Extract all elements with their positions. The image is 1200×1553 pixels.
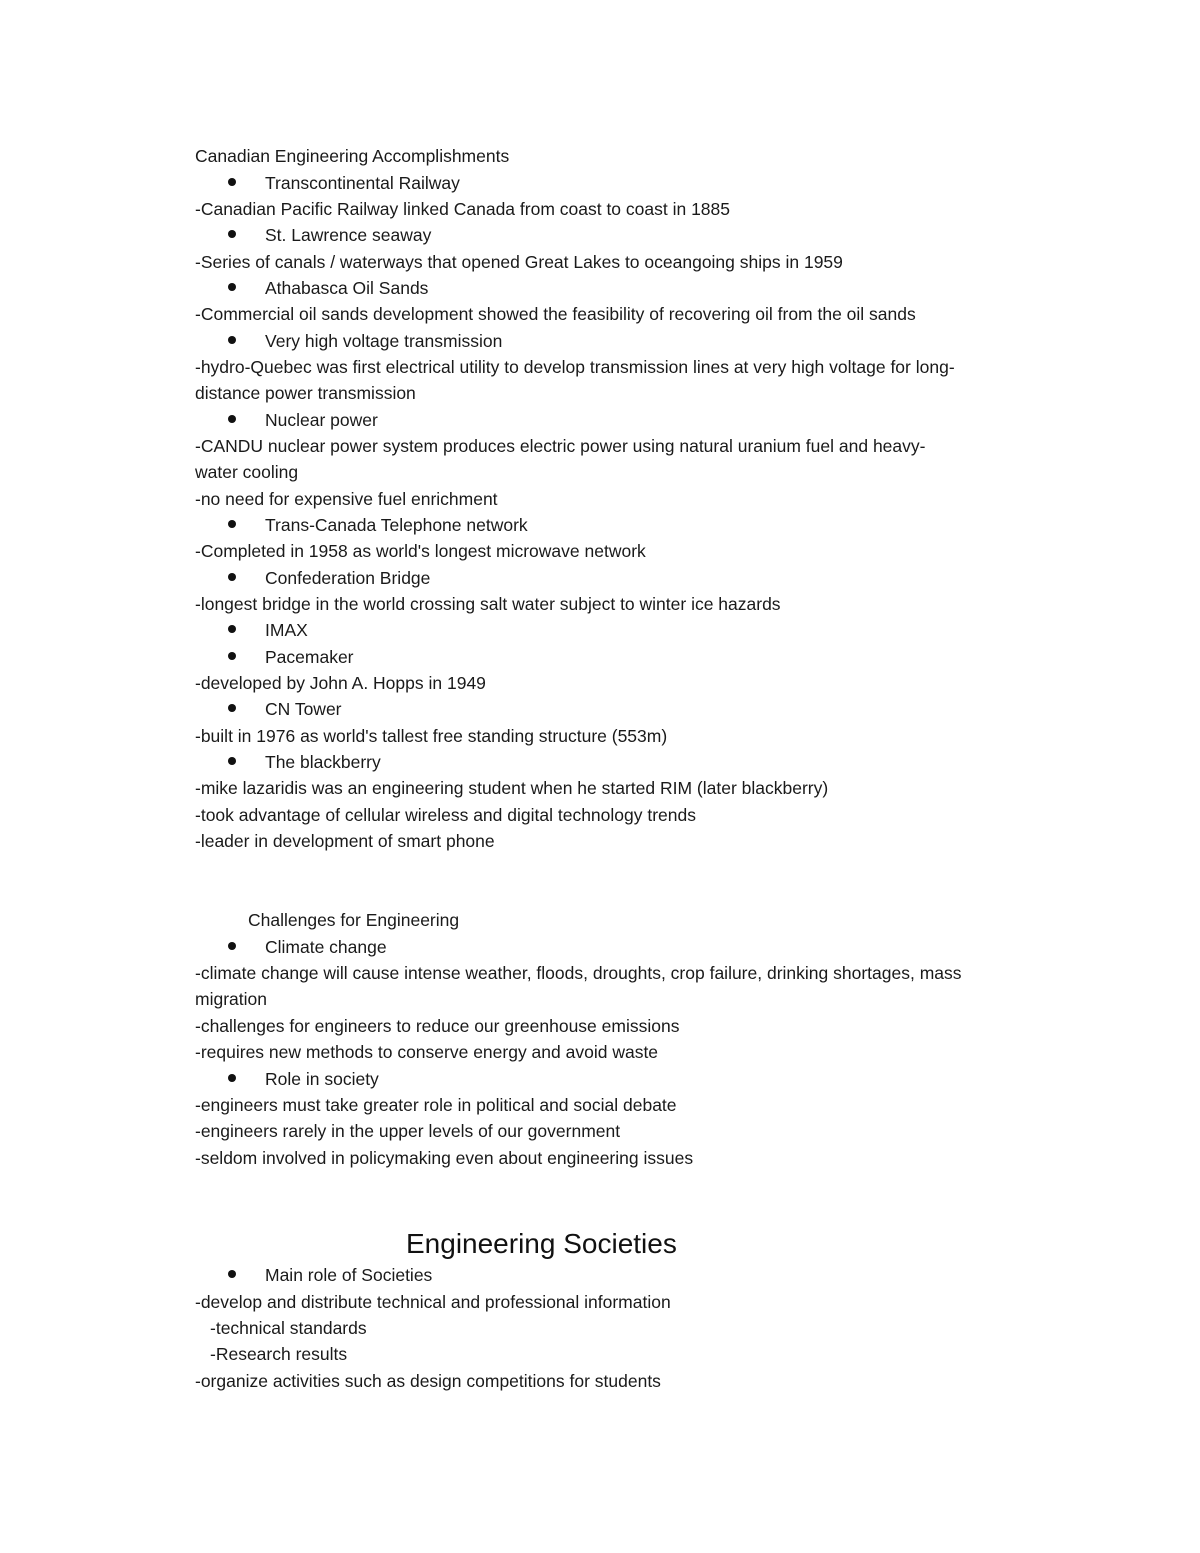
bullet-text: Role in society — [265, 1069, 379, 1089]
note-text: migration — [195, 989, 267, 1009]
bullet-text: Main role of Societies — [265, 1265, 433, 1285]
bullet-dot-icon — [228, 230, 236, 238]
note-text: distance power transmission — [195, 383, 416, 403]
note-text: -leader in development of smart phone — [195, 831, 495, 851]
note-text: -longest bridge in the world crossing salt water subject to winter ice hazards — [195, 594, 781, 614]
bullet-text: St. Lawrence seaway — [265, 225, 432, 245]
bullet-dot-icon — [228, 573, 236, 581]
bullet-text: Confederation Bridge — [265, 568, 431, 588]
note-text: -CANDU nuclear power system produces electric power using natural uranium fuel and heavy- — [195, 436, 926, 456]
bullet-dot-icon — [228, 415, 236, 423]
bullet-dot-icon — [228, 652, 236, 660]
bullet-dot-icon — [228, 283, 236, 291]
note-text: -climate change will cause intense weather, floods, droughts, crop failure, drinking shortages, mass — [195, 963, 962, 983]
note-text: -Series of canals / waterways that opened Great Lakes to oceangoing ships in 1959 — [195, 252, 843, 272]
note-text: -Completed in 1958 as world's longest microwave network — [195, 541, 646, 561]
note-text: water cooling — [195, 462, 299, 482]
note-text: -technical standards — [210, 1318, 367, 1338]
note-text: -challenges for engineers to reduce our greenhouse emissions — [195, 1016, 680, 1036]
bullet-text: Nuclear power — [265, 410, 378, 430]
bullet-text: Trans-Canada Telephone network — [265, 515, 528, 535]
bullet-dot-icon — [228, 757, 236, 765]
bullet-text: CN Tower — [265, 699, 342, 719]
section-heading-accomplishments: Canadian Engineering Accomplishments — [195, 146, 510, 166]
note-text: -hydro-Quebec was first electrical utility to develop transmission lines at very high voltage for long- — [195, 357, 955, 377]
bullet-text: Very high voltage transmission — [265, 331, 503, 351]
bullet-dot-icon — [228, 178, 236, 186]
bullet-dot-icon — [228, 704, 236, 712]
bullet-dot-icon — [228, 520, 236, 528]
note-text: -built in 1976 as world's tallest free standing structure (553m) — [195, 726, 668, 746]
note-text: -mike lazaridis was an engineering student when he started RIM (later blackberry) — [195, 778, 829, 798]
note-text: -Commercial oil sands development showed the feasibility of recovering oil from the oil sands — [195, 304, 916, 324]
section-heading-societies: Engineering Societies — [406, 1228, 677, 1259]
note-text: -no need for expensive fuel enrichment — [195, 489, 498, 509]
note-text: -engineers must take greater role in political and social debate — [195, 1095, 677, 1115]
bullet-text: IMAX — [265, 620, 308, 640]
bullet-text: Climate change — [265, 937, 387, 957]
bullet-text: Pacemaker — [265, 647, 354, 667]
bullet-dot-icon — [228, 625, 236, 633]
bullet-dot-icon — [228, 942, 236, 950]
note-text: -seldom involved in policymaking even about engineering issues — [195, 1148, 694, 1168]
bullet-text: The blackberry — [265, 752, 381, 772]
note-text: -engineers rarely in the upper levels of our government — [195, 1121, 621, 1141]
bullet-dot-icon — [228, 1074, 236, 1082]
note-text: -requires new methods to conserve energy and avoid waste — [195, 1042, 659, 1062]
section-heading-challenges: Challenges for Engineering — [248, 910, 460, 930]
bullet-dot-icon — [228, 336, 236, 344]
note-text: -Research results — [210, 1344, 348, 1364]
bullet-text: Athabasca Oil Sands — [265, 278, 429, 298]
note-text: -took advantage of cellular wireless and digital technology trends — [195, 805, 696, 825]
note-text: -develop and distribute technical and professional information — [195, 1292, 671, 1312]
note-text: -developed by John A. Hopps in 1949 — [195, 673, 486, 693]
bullet-dot-icon — [228, 1270, 236, 1278]
note-text: -Canadian Pacific Railway linked Canada from coast to coast in 1885 — [195, 199, 731, 219]
bullet-text: Transcontinental Railway — [265, 173, 460, 193]
note-text: -organize activities such as design competitions for students — [195, 1371, 661, 1391]
